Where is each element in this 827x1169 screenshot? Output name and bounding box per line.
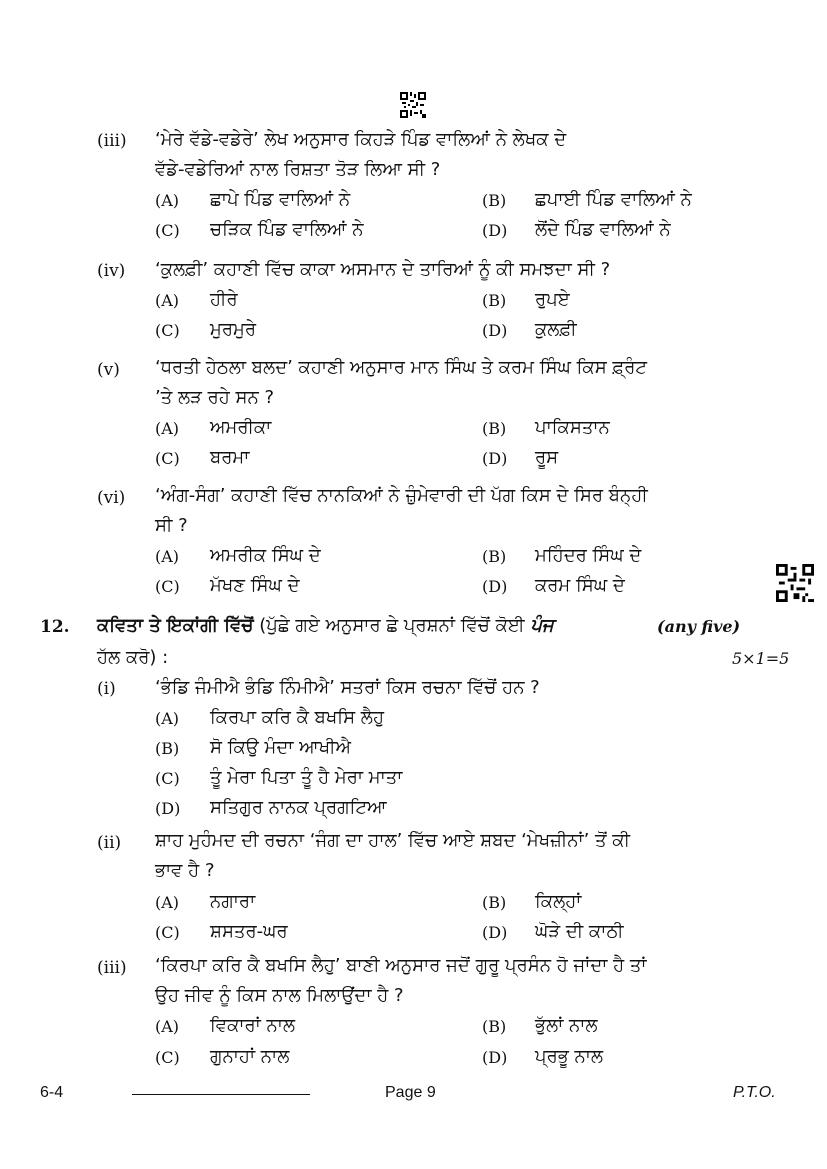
option-text: ਤੂੰ ਮੇਰਾ ਪਿਤਾ ਤੂੰ ਹੈ ਮੇਰਾ ਮਾਤਾ <box>210 767 403 788</box>
option-text: ਲੋਂਦੇ ਪਿੰਡ ਵਾਲਿਆਂ ਨੇ <box>535 219 671 240</box>
option-text: ਭੁੱਲਾਂ ਨਾਲ <box>535 1015 598 1036</box>
option-text: ਪ੍ਰਭੂ ਨਾਲ <box>535 1046 604 1067</box>
option-text: ਚੜਿਕ ਪਿੰਡ ਵਾਲਿਆਂ ਨੇ <box>210 219 364 240</box>
option-text: ਛਪਾਈ ਪਿੰਡ ਵਾਲਿਆਂ ਨੇ <box>535 189 692 210</box>
page-number: Page 9 <box>385 1084 436 1101</box>
question-number: (v) <box>97 360 120 380</box>
option-label: (D) <box>482 1048 508 1067</box>
option-label: (C) <box>155 321 180 340</box>
question-text-line: ਭਾਵ ਹੈ ? <box>155 860 215 881</box>
option-text: ਬਰਮਾ <box>210 447 250 468</box>
option-label: (B) <box>482 1017 507 1036</box>
option-label: (C) <box>155 221 180 240</box>
option-label: (A) <box>155 419 180 438</box>
option-label: (B) <box>482 191 507 210</box>
question-text-line: ‘ਅੰਗ-ਸੰਗ’ ਕਹਾਣੀ ਵਿੱਚ ਨਾਨਕਿਆਂ ਨੇ ਜ਼ੁੰਮੇਵਾਰੀ ਦੀ ਪੱਗ ਕਿਸ ਦੇ ਸਿਰ ਬੰਨ੍ਹੀ <box>155 485 648 506</box>
option-label: (B) <box>155 739 180 758</box>
option-text: ਛਾਪੇ ਪਿੰਡ ਵਾਲਿਆਂ ਨੇ <box>210 189 351 210</box>
option-text: ਰੂਸ <box>535 447 559 468</box>
option-label: (A) <box>155 291 180 310</box>
option-label: (A) <box>155 547 180 566</box>
option-label: (C) <box>155 923 180 942</box>
option-label: (C) <box>155 1048 180 1067</box>
option-text: ਮਹਿੰਦਰ ਸਿੰਘ ਦੇ <box>535 545 642 566</box>
question-heading-line2: ਹੱਲ ਕਰੋ) : <box>97 647 169 668</box>
question-number: (iii) <box>97 131 127 151</box>
option-label: (B) <box>482 419 507 438</box>
heading-any-five: (any five) <box>657 617 741 636</box>
option-label: (B) <box>482 893 507 912</box>
option-label: (A) <box>155 893 180 912</box>
option-label: (D) <box>482 577 508 596</box>
option-text: ਵਿਕਾਰਾਂ ਨਾਲ <box>210 1015 296 1036</box>
question-text-line: ‘ਕੁਲਫ਼ੀ’ ਕਹਾਣੀ ਵਿੱਚ ਕਾਕਾ ਅਸਮਾਨ ਦੇ ਤਾਰਿਆਂ ਨੂੰ ਕੀ ਸਮਝਦਾ ਸੀ ? <box>155 259 611 280</box>
qr-code-top <box>400 92 426 118</box>
option-label: (B) <box>482 291 507 310</box>
question-heading <box>97 615 554 636</box>
footer-divider <box>132 1094 310 1095</box>
question-text-line: ‘ਧਰਤੀ ਹੇਠਲਾ ਬਲਦ’ ਕਹਾਣੀ ਅਨੁਸਾਰ ਮਾਨ ਸਿੰਘ ਤੇ ਕਰਮ ਸਿੰਘ ਕਿਸ ਫ਼੍ਰੰਟ <box>155 357 647 378</box>
question-number: (ii) <box>97 833 122 853</box>
question-text-line: ‘ਕਿਰਪਾ ਕਰਿ ਕੈ ਬਖਸਿ ਲੈਹੁ’ ਬਾਣੀ ਅਨੁਸਾਰ ਜਦੋਂ ਗੁਰੂ ਪ੍ਰਸੰਨ ਹੋ ਜਾਂਦਾ ਹੈ ਤਾਂ <box>155 955 647 976</box>
option-text: ਸੋ ਕਿਉ ਮੰਦਾ ਆਖੀਐ <box>210 737 351 758</box>
paper-code: 6-4 <box>40 1084 64 1101</box>
option-text: ਘੋੜੇ ਦੀ ਕਾਠੀ <box>535 921 624 942</box>
option-label: (D) <box>482 321 508 340</box>
heading-panj: ਪੰਜ <box>530 615 554 636</box>
marks-label: 5×1=5 <box>732 649 790 668</box>
question-number: (i) <box>97 679 116 699</box>
question-text-line: ‘ਮੇਰੇ ਵੱਡੇ-ਵਡੇਰੇ’ ਲੇਖ ਅਨੁਸਾਰ ਕਿਹੜੇ ਪਿੰਡ ਵਾਲਿਆਂ ਨੇ ਲੇਖਕ ਦੇ <box>155 129 567 150</box>
option-label: (D) <box>482 221 508 240</box>
option-label: (D) <box>155 799 181 818</box>
option-text: ਰੁਪਏ <box>535 289 570 310</box>
option-text: ਪਾਕਿਸਤਾਨ <box>535 417 610 438</box>
question-number: (iv) <box>97 261 126 281</box>
question-number-main: 12. <box>40 617 70 637</box>
option-label: (C) <box>155 449 180 468</box>
option-text: ਕਿਰਪਾ ਕਰਿ ਕੈ ਬਖਸਿ ਲੈਹੁ <box>210 707 385 728</box>
question-number: (vi) <box>97 488 126 508</box>
option-text: ਕੁਲਫ਼ੀ <box>535 319 577 340</box>
question-text-line: ‘ਭੰਡਿ ਜੰਮੀਐ ਭੰਡਿ ਨਿੰਮੀਐ’ ਸਤਰਾਂ ਕਿਸ ਰਚਨਾ ਵਿੱਚੋਂ ਹਨ ? <box>155 677 540 698</box>
option-text: ਅਮਰੀਕ ਸਿੰਘ ਦੇ <box>210 545 321 566</box>
option-text: ਮੱਖਣ ਸਿੰਘ ਦੇ <box>210 575 300 596</box>
option-label: (A) <box>155 709 180 728</box>
question-number: (iii) <box>97 958 127 978</box>
option-label: (C) <box>155 577 180 596</box>
option-label: (C) <box>155 769 180 788</box>
option-text: ਨਗਾਰਾ <box>210 891 256 912</box>
option-label: (A) <box>155 191 180 210</box>
qr-code-side <box>776 564 814 602</box>
option-text: ਸ਼ਸਤਰ-ਘਰ <box>210 921 288 942</box>
question-text-line: ਸ਼ਾਹ ਮੁਹੰਮਦ ਦੀ ਰਚਨਾ ‘ਜੰਗ ਦਾ ਹਾਲ’ ਵਿੱਚ ਆਏ ਸ਼ਬਦ ‘ਮੇਖਜ਼ੀਨਾਂ’ ਤੋਂ ਕੀ <box>155 830 630 851</box>
question-text-line: ਸੀ ? <box>155 515 188 536</box>
heading-bold: ਕਵਿਤਾ ਤੇ ਇਕਾਂਗੀ ਵਿੱਚੋਂ <box>97 615 254 636</box>
option-text: ਕਿਲ੍ਹਾਂ <box>535 891 582 912</box>
option-text: ਮੁਰਮੁਰੇ <box>210 319 257 340</box>
option-label: (A) <box>155 1017 180 1036</box>
option-label: (B) <box>482 547 507 566</box>
question-text-line: ਵੱਡੇ-ਵਡੇਰਿਆਂ ਨਾਲ ਰਿਸ਼ਤਾ ਤੋੜ ਲਿਆ ਸੀ ? <box>155 159 441 180</box>
heading-instruction: (ਪੁੱਛੇ ਗਏ ਅਨੁਸਾਰ ਛੇ ਪ੍ਰਸ਼ਨਾਂ ਵਿੱਚੋਂ ਕੋਈ <box>253 615 531 636</box>
option-text: ਗੁਨਾਹਾਂ ਨਾਲ <box>210 1046 290 1067</box>
question-text-line: ’ਤੇ ਲੜ ਰਹੇ ਸਨ ? <box>155 387 275 408</box>
option-label: (D) <box>482 923 508 942</box>
option-text: ਕਰਮ ਸਿੰਘ ਦੇ <box>535 575 625 596</box>
please-turn-over: P.T.O. <box>733 1084 776 1101</box>
option-text: ਸਤਿਗੁਰ ਨਾਨਕ ਪ੍ਰਗਟਿਆ <box>210 797 387 818</box>
option-text: ਅਮਰੀਕਾ <box>210 417 272 438</box>
option-text: ਹੀਰੇ <box>210 289 238 310</box>
option-label: (D) <box>482 449 508 468</box>
question-text-line: ਉਹ ਜੀਵ ਨੂੰ ਕਿਸ ਨਾਲ ਮਿਲਾਉਂਦਾ ਹੈ ? <box>155 985 404 1006</box>
